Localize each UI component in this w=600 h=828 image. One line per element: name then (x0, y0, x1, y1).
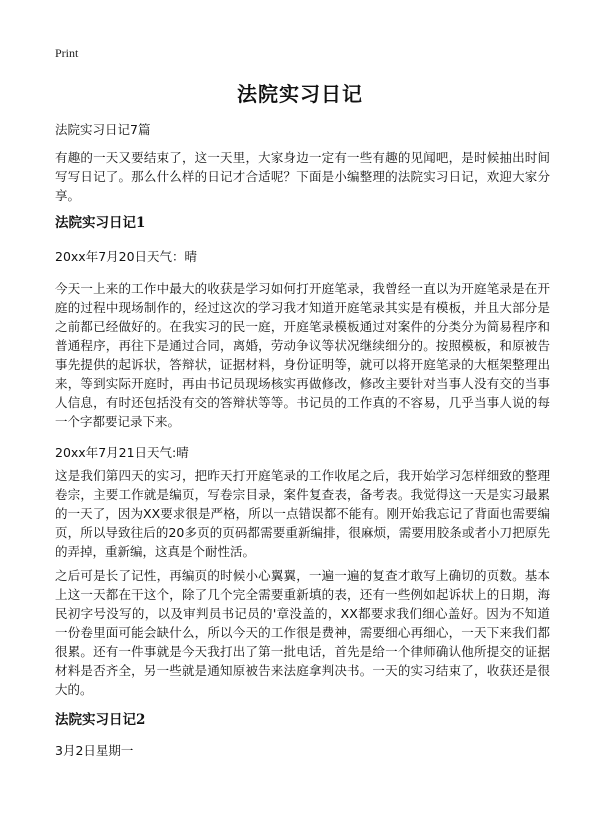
entry-paragraph: 这是我们第四天的实习，把昨天打开庭笔录的工作收尾之后，我开始学习怎样细致的整理卷宗，主要工作就是编页，写卷宗目录，案件复查表，备考表。我觉得这一天是实习最累的一天了，因为XX要求很是严格，所以一点错误都不能有。刚开始我忘记了背面也需要编页，所以导致往后的20多页的页码都需要重新编排，很麻烦，需要用胶条或者小刀把原先的弄掉，重新编，这真是个耐性活。 (55, 468, 550, 559)
entry-date: 20xx年7月21日天气:晴 (55, 445, 189, 460)
entry-paragraph: 今天一上来的工作中最大的收获是学习如何打开庭笔录，我曾经一直以为开庭笔录是在开庭的过程中现场制作的，经过这次的学习我才知道开庭笔录其实是有模板，并且大部分是之前都已经做好的。在我实习的民一庭，开庭笔录模板通过对案件的分类分为简易程序和普通程序，再往下是通过合同，离婚，劳动争议等状况继续细分的。按照模板，和原被告事先提供的起诉状，答辩状，证据材料，身份证明等，就可以将开庭笔录的大框架整理出来，等到实际开庭时，再由书记员现场核实再做修改，修改主要针对当事人没有交的当事人信息，有时还包括没有交的答辩状等等。书记员的工作真的不容易，几乎当事人说的每一个字都要记录下来。 (55, 281, 550, 429)
print-label[interactable]: Print (55, 46, 79, 60)
entry-paragraph: 之后可是长了记性，再编页的时候小心翼翼，一遍一遍的复查才敢写上确切的页数。基本上这一天都在干这个，除了几个完全需要重新填的表，还有一些例如起诉状上的日期，海民初字号没写的，以及审判员书记员的'章没盖的，XX都要求我们细心盖好。因为不知道一份卷里面可能会缺什么，所以今天的工作很是费神，需要细心再细心，一天下来我们都很累。还有一件事就是今天我打出了第一批电话，首先是给一个律师确认他所提交的证据材料是否齐全，另一些就是通知原被告来法庭拿判决书。一天的实习结束了，收获还是很大的。 (55, 568, 550, 697)
document-subtitle: 法院实习日记7篇 (55, 122, 151, 137)
section-heading: 法院实习日记1 (55, 215, 146, 231)
page-title: 法院实习日记 (237, 82, 363, 106)
entry-date: 3月2日星期一 (55, 743, 134, 758)
section-heading: 法院实习日记2 (55, 712, 146, 728)
entry-date: 20xx年7月20日天气：晴 (55, 249, 198, 264)
intro-paragraph: 有趣的一天又要结束了，这一天里，大家身边一定有一些有趣的见闻吧，是时候抽出时间写写日记了。那么什么样的日记才合适呢？下面是小编整理的法院实习日记，欢迎大家分享。 (55, 150, 550, 203)
